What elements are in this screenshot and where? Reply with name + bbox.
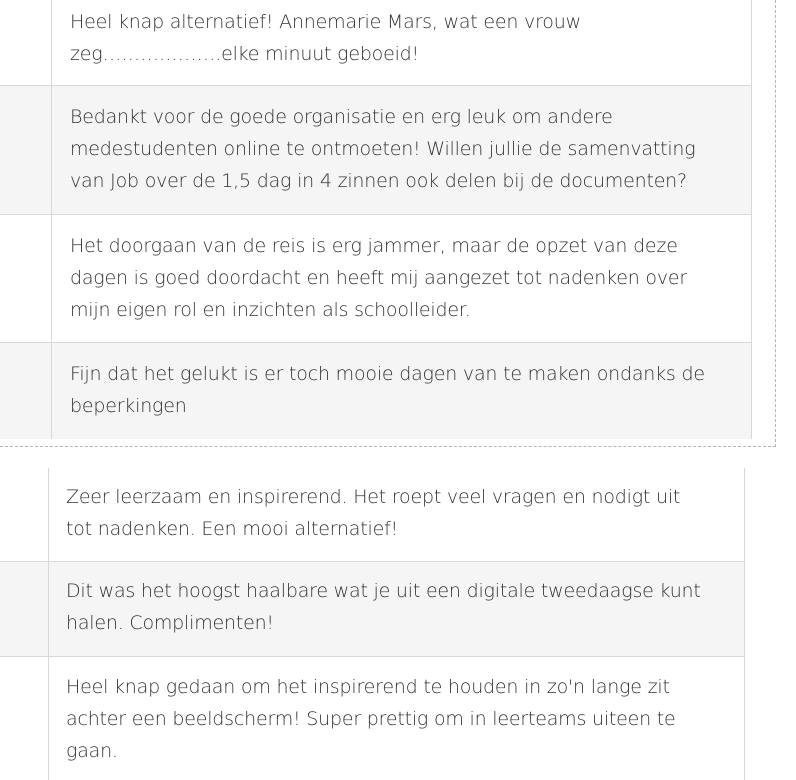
table-row	[0, 343, 751, 439]
comment-line: gaan.	[66, 740, 118, 762]
table-row	[0, 468, 744, 562]
comment-line: Heel knap alternatief! Annemarie Mars, wat een vrouw	[70, 11, 581, 33]
row-label-cell	[0, 0, 52, 85]
row-label-cell	[0, 468, 49, 561]
comment-cell	[52, 215, 751, 342]
comment-line: tot nadenken. Een mooi alternatief!	[66, 518, 398, 540]
comment-line: Fijn dat het gelukt is er toch mooie dagen van te maken ondanks de	[70, 363, 705, 385]
comment-line: van Job over de 1,5 dag in 4 zinnen ook delen bij de documenten?	[70, 170, 687, 192]
comment-cell	[52, 0, 751, 85]
comment-line: mijn eigen rol en inzichten als schoolleider.	[70, 299, 471, 321]
comment-cell	[52, 86, 751, 214]
comment-line: achter een beeldscherm! Super prettig om in leerteams uiteen te	[66, 708, 676, 730]
comment-cell	[52, 343, 751, 439]
row-label-cell	[0, 562, 49, 656]
comment-cell	[49, 562, 744, 656]
comment-cell	[49, 468, 744, 561]
comment-line: medestudenten online te ontmoeten! Willen jullie de samenvatting	[70, 138, 696, 160]
row-label-cell	[0, 86, 52, 214]
comment-line: Dit was het hoogst haalbare wat je uit een digitale tweedaagse kunt	[66, 580, 701, 602]
comment-line: dagen is goed doordacht en heeft mij aangezet tot nadenken over	[70, 267, 687, 289]
row-label-cell	[0, 343, 52, 439]
table-row	[0, 86, 751, 215]
table-row	[0, 562, 744, 657]
table-row	[0, 657, 744, 780]
comment-line: Het doorgaan van de reis is erg jammer, maar de opzet van deze	[70, 235, 678, 257]
table-row	[0, 215, 751, 343]
comment-line: zeg……………….elke minuut geboeid!	[70, 43, 419, 65]
comment-line: Bedankt voor de goede organisatie en erg leuk om andere	[70, 106, 613, 128]
comment-line: halen. Complimenten!	[66, 612, 274, 634]
comment-line: beperkingen	[70, 395, 187, 417]
table-row	[0, 0, 751, 86]
comment-line: Heel knap gedaan om het inspirerend te houden in zo'n lange zit	[66, 676, 670, 698]
row-label-cell	[0, 215, 52, 342]
row-label-cell	[0, 657, 49, 780]
comment-cell	[49, 657, 744, 780]
comment-line: Zeer leerzaam en inspirerend. Het roept veel vragen en nodigt uit	[66, 486, 681, 508]
lower-comments-table	[0, 468, 745, 780]
